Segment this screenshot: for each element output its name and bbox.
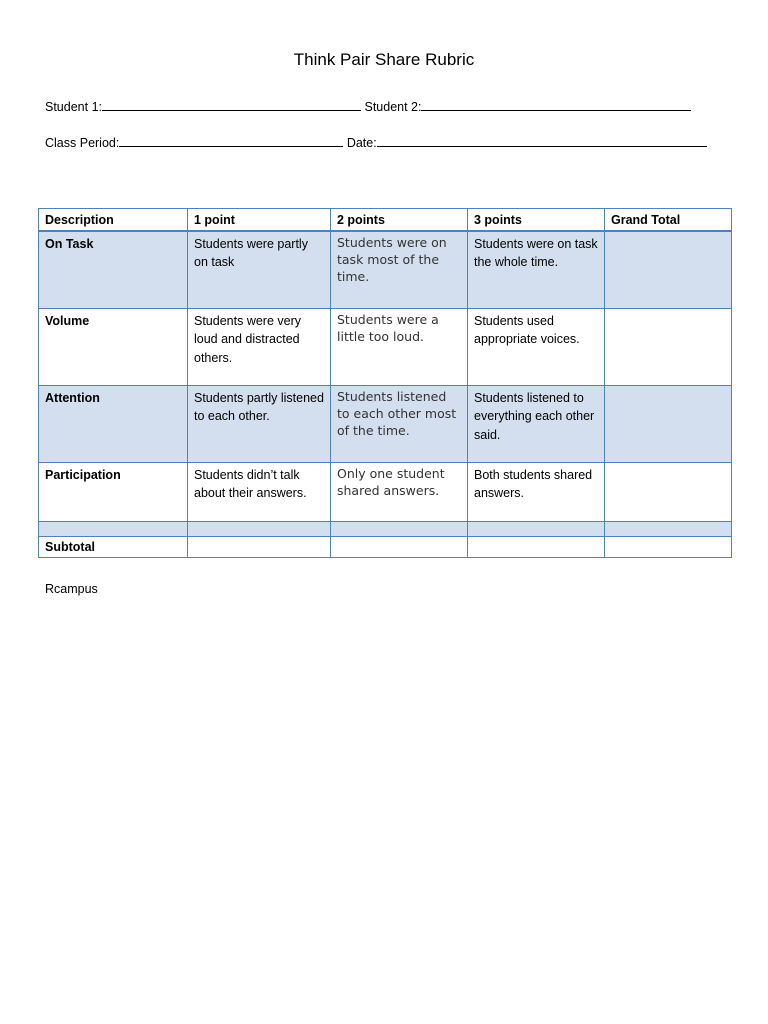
header-grand-total: Grand Total: [605, 209, 732, 231]
blank-cell: [39, 521, 188, 536]
class-date-fields-row: [45, 134, 707, 150]
cell-3-points: Both students shared answers.: [468, 462, 605, 521]
student1-label: Student 1:: [45, 100, 102, 114]
cell-2-points: Students were on task most of the time.: [331, 231, 468, 309]
rubric-table: [38, 208, 732, 558]
row-label: Volume: [39, 308, 188, 385]
student2-label: Student 2:: [364, 100, 422, 114]
cell-1-point: Students partly listened to each other.: [188, 385, 331, 462]
page-title: Think Pair Share Rubric: [293, 50, 475, 69]
cell-grand-total[interactable]: [605, 385, 732, 462]
header-1-point: 1 point: [188, 209, 331, 231]
blank-cell: [468, 521, 605, 536]
cell-grand-total[interactable]: [605, 462, 732, 521]
cell-2-points: Only one student shared answers.: [331, 462, 468, 521]
table-row: [39, 462, 732, 521]
row-label: Participation: [39, 462, 188, 521]
cell-3-points: Students listened to everything each other said.: [468, 385, 605, 462]
blank-cell: [331, 521, 468, 536]
date-blank[interactable]: [377, 134, 707, 147]
subtotal-label: Subtotal: [39, 536, 188, 558]
footer-source: Rcampus: [45, 582, 98, 596]
header-description: Description: [39, 209, 188, 231]
subtotal-cell-grand-total[interactable]: [605, 536, 732, 558]
cell-1-point: Students were very loud and distracted others.: [188, 308, 331, 385]
cell-1-point: Students didn’t talk about their answers.: [188, 462, 331, 521]
date-label: Date:: [346, 136, 377, 150]
table-row: [39, 231, 732, 309]
subtotal-cell-2-points[interactable]: [331, 536, 468, 558]
cell-1-point: Students were partly on task: [188, 231, 331, 309]
table-row: [39, 308, 732, 385]
row-label: On Task: [39, 231, 188, 309]
header-3-points: 3 points: [468, 209, 605, 231]
student-fields-row: [45, 98, 691, 114]
cell-2-points: Students were a little too loud.: [331, 308, 468, 385]
blank-cell: [605, 521, 732, 536]
table-row: [39, 385, 732, 462]
subtotal-cell-3-points[interactable]: [468, 536, 605, 558]
student1-blank[interactable]: [102, 98, 361, 111]
cell-grand-total[interactable]: [605, 231, 732, 309]
header-2-points: 2 points: [331, 209, 468, 231]
student2-blank[interactable]: [421, 98, 691, 111]
subtotal-cell-1-point[interactable]: [188, 536, 331, 558]
class-period-label: Class Period:: [45, 136, 120, 150]
header-row: [39, 209, 732, 231]
cell-grand-total[interactable]: [605, 308, 732, 385]
cell-3-points: Students used appropriate voices.: [468, 308, 605, 385]
class-period-blank[interactable]: [119, 134, 343, 147]
row-label: Attention: [39, 385, 188, 462]
subtotal-row: [39, 536, 732, 558]
blank-cell: [188, 521, 331, 536]
cell-3-points: Students were on task the whole time.: [468, 231, 605, 309]
blank-row: [39, 521, 732, 536]
cell-2-points: Students listened to each other most of the time.: [331, 385, 468, 462]
